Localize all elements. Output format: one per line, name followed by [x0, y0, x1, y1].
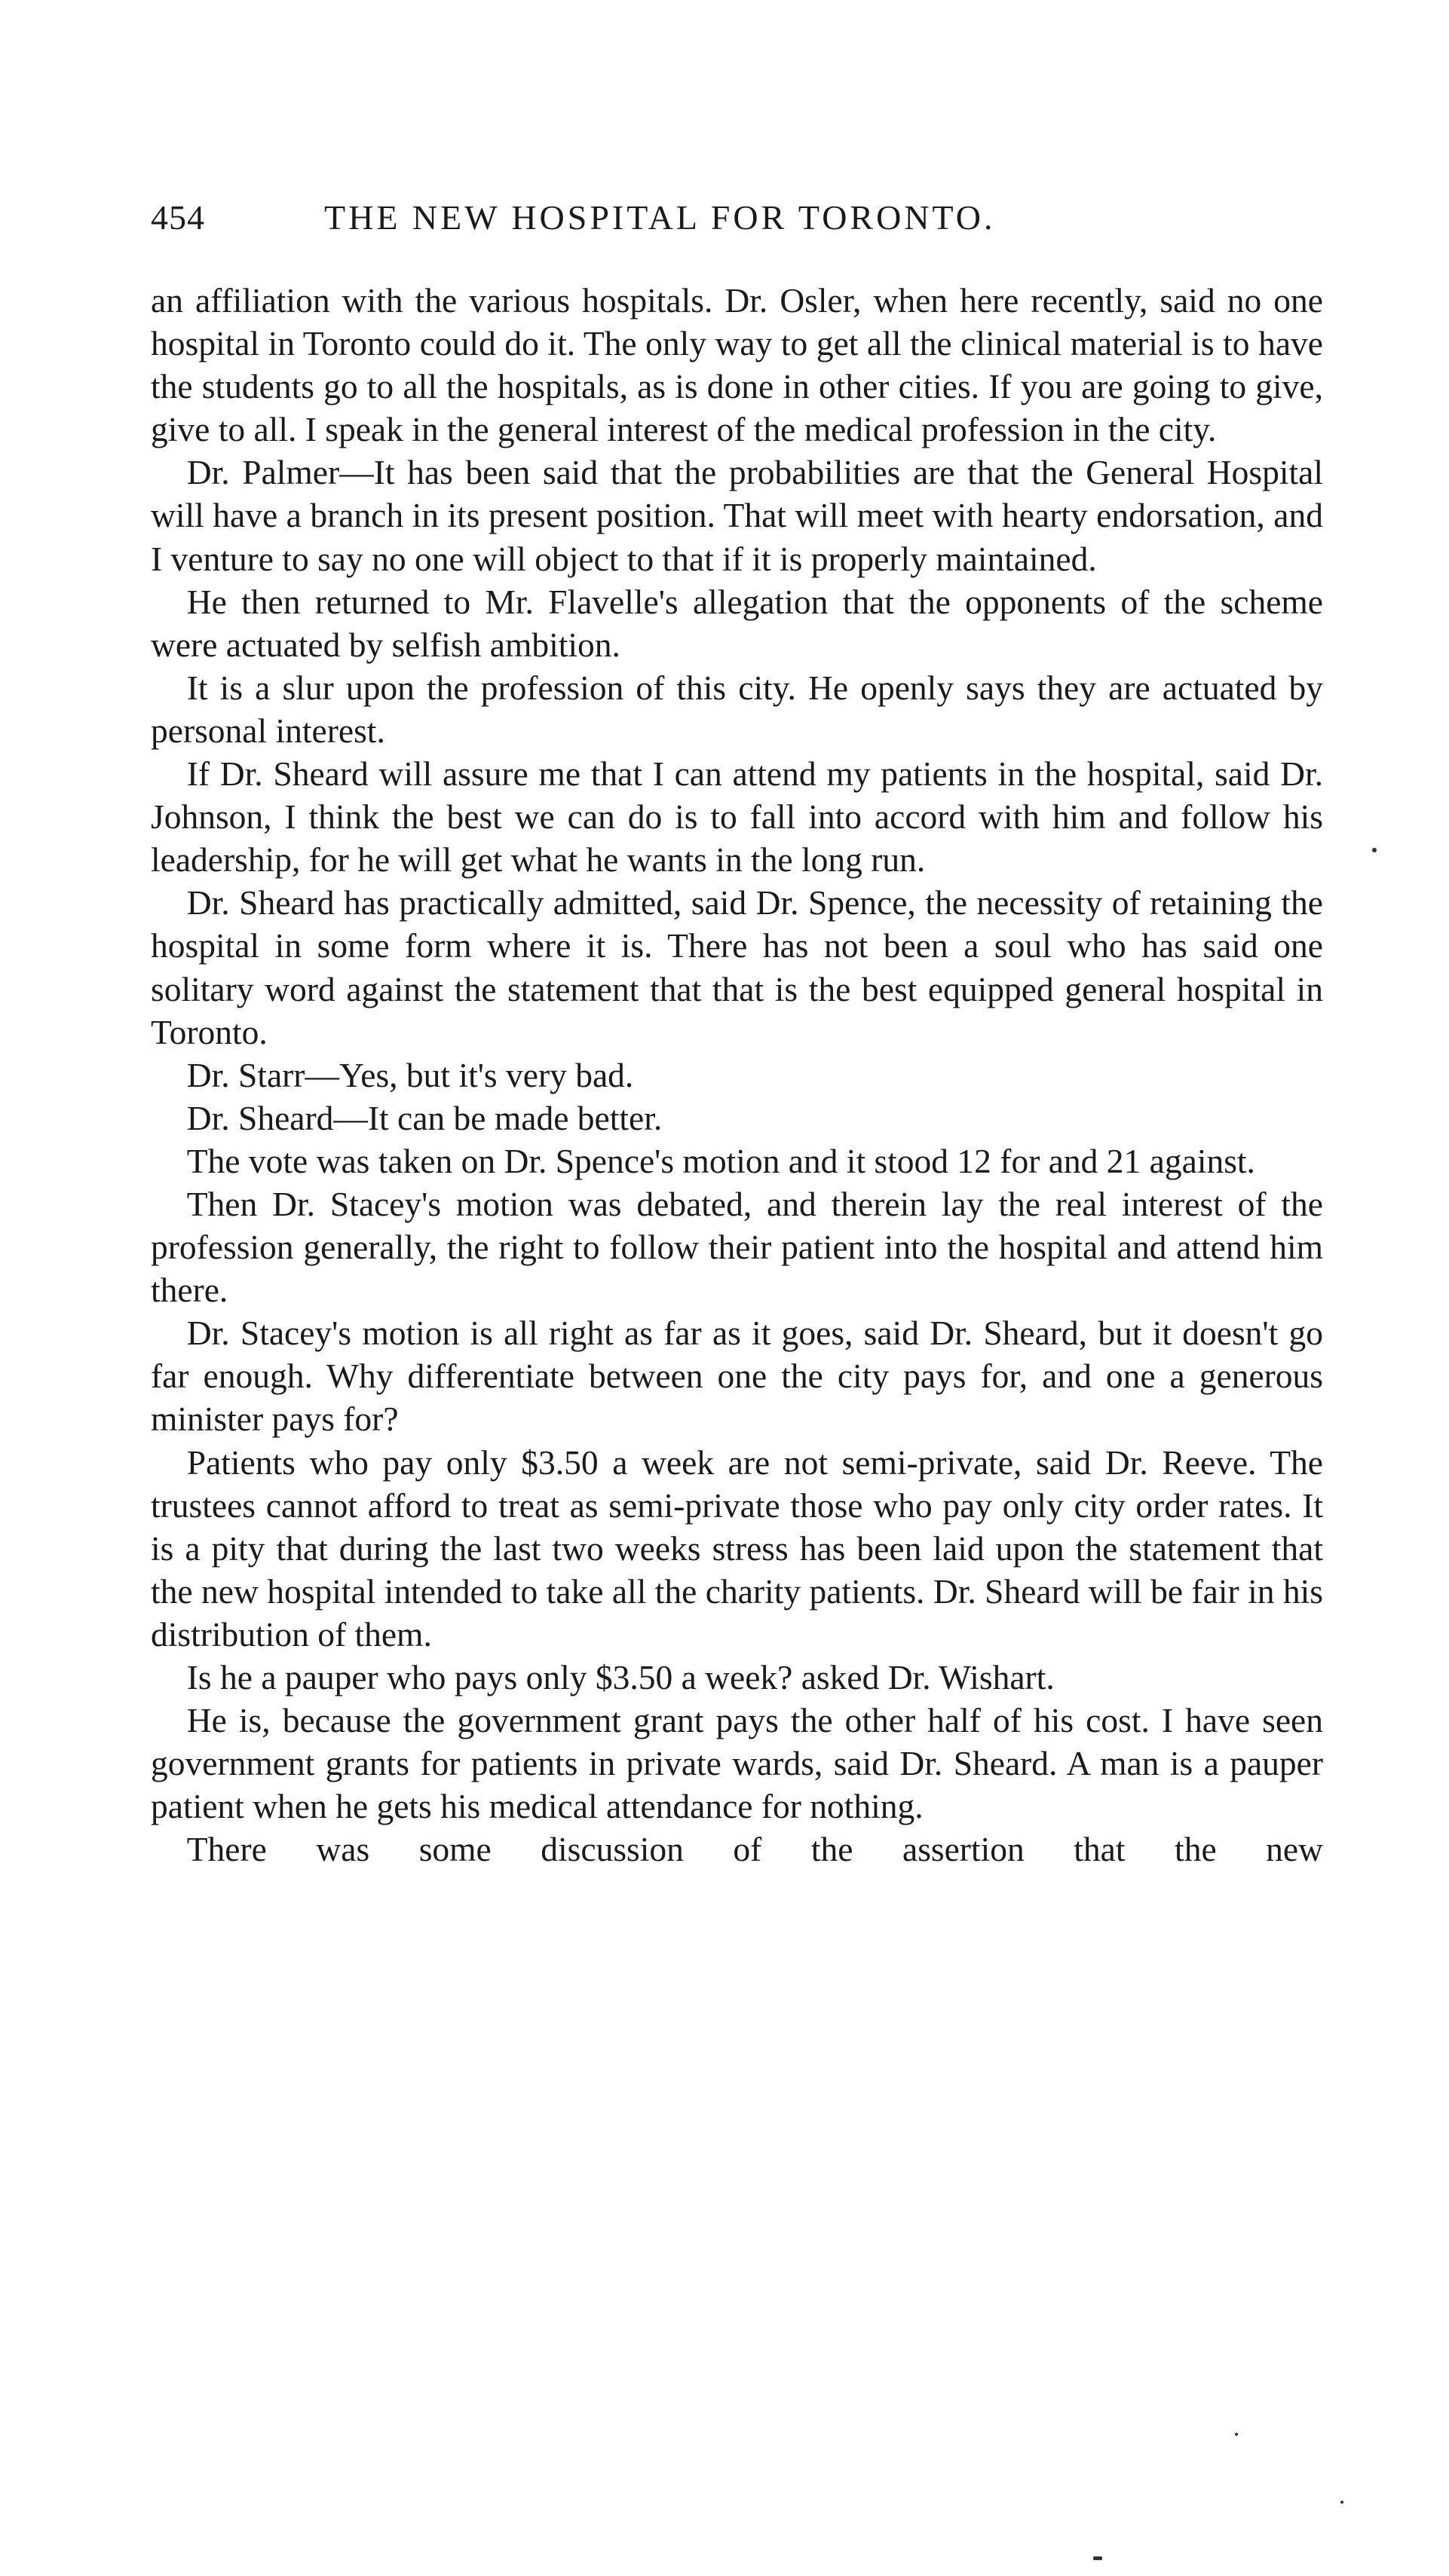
body-text: [151, 279, 1323, 1871]
scan-speck: [1372, 848, 1377, 852]
scan-speck: [1235, 2433, 1238, 2436]
paragraph: He is, because the government grant pays the other half of his cost. I have seen government grants for patients in private wards, said Dr. Sheard. A man is a pauper patient when he gets his medical attendance for nothing.: [151, 1701, 1323, 1826]
paragraph: Dr. Starr—Yes, but it's very bad.: [186, 1055, 634, 1094]
paragraph: It is a slur upon the profession of this city. He openly says they are actuated by personal interest.: [151, 668, 1323, 750]
page-number: 454: [151, 198, 205, 237]
paragraph: Dr. Sheard has practically admitted, said Dr. Spence, the necessity of retaining the hospital in some form where it is. There has not been a soul who has said one solitary word against the statement that that is the best equipped general hospital in Toronto.: [151, 883, 1323, 1051]
paragraph: Is he a pauper who pays only $3.50 a week? asked Dr. Wishart.: [186, 1658, 1055, 1696]
book-page: [151, 197, 1323, 1871]
paragraph: The vote was taken on Dr. Spence's motion and it stood 12 for and 21 against.: [186, 1141, 1255, 1180]
paragraph: Patients who pay only $3.50 a week are not semi-private, said Dr. Reeve. The trustees cannot afford to treat as semi-private those who pay only city order rates. It is a pity that during the last two weeks stress has been laid upon the statement that the new hospital intended to take all the charity patients. Dr. Sheard will be fair in his distribution of them.: [151, 1442, 1323, 1654]
scan-speck: [1340, 2501, 1343, 2504]
paragraph: There was some discussion of the assertion that the new: [186, 1830, 1323, 1869]
paragraph: If Dr. Sheard will assure me that I can attend my patients in the hospital, said Dr. Johnson, I think the best we can do is to fall into accord with him and follow his leadership, for he will get what he wants in the long run.: [151, 754, 1323, 880]
paragraph: He then returned to Mr. Flavelle's allegation that the opponents of the scheme were actuated by selfish ambition.: [151, 582, 1323, 664]
running-title: THE NEW HOSPITAL FOR TORONTO.: [324, 198, 996, 237]
paragraph: Then Dr. Stacey's motion was debated, and therein lay the real interest of the profession generally, the right to follow their patient into the hospital and attend him there.: [151, 1184, 1323, 1310]
paragraph: Dr. Palmer—It has been said that the probabilities are that the General Hospital will have a branch in its present position. That will meet with hearty endorsation, and I venture to say no one will object to that if it is properly maintained.: [151, 453, 1323, 578]
page-header: [151, 197, 1323, 258]
scan-speck: [1093, 2556, 1102, 2560]
paragraph: an affiliation with the various hospitals. Dr. Osler, when here recently, said no one hospital in Toronto could do it. The only way to get all the clinical material is to have the students go to all the hospitals, as is done in other cities. If you are going to give, give to all. I speak in the general interest of the medical profession in the city.: [151, 281, 1323, 449]
paragraph: Dr. Sheard—It can be made better.: [186, 1098, 663, 1137]
paragraph: Dr. Stacey's motion is all right as far as it goes, said Dr. Sheard, but it doesn't go far enough. Why differentiate between one the city pays for, and one a generous minister pays for?: [151, 1314, 1323, 1439]
